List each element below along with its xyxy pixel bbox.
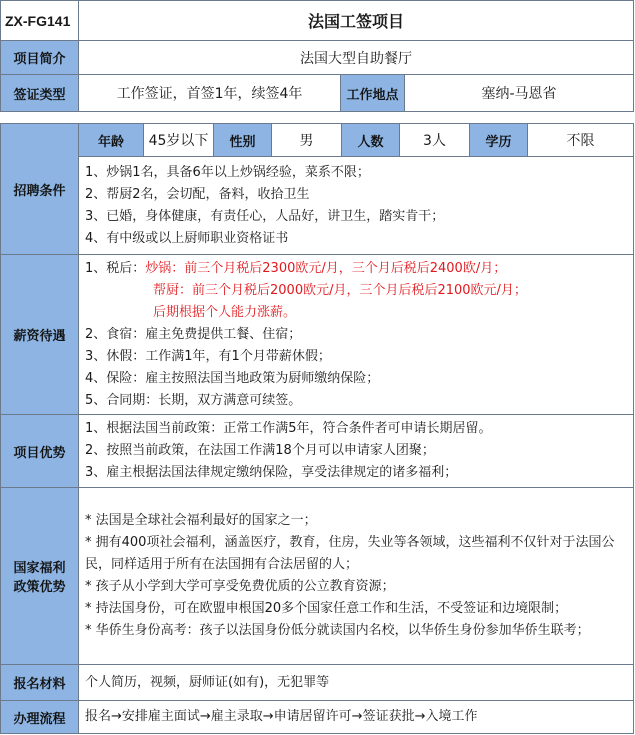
advantage-label: 项目优势 — [1, 415, 79, 488]
materials-label: 报名材料 — [1, 665, 79, 701]
welfare-label-line: 政策优势 — [13, 580, 66, 595]
advantage-list — [79, 415, 634, 488]
process-value: 报名→安排雇主面试→雇主录取→申请居留许可→签证获批→入境工作 — [79, 701, 634, 734]
visa-type-label: 签证类型 — [1, 75, 79, 112]
list-item: 3、已婚，身体健康，有责任心，人品好，讲卫生，踏实肯干； — [85, 208, 445, 224]
list-item: 2、食宿：雇主免费提供工餐、住宿； — [85, 326, 302, 342]
intro-label: 项目简介 — [1, 41, 79, 75]
education-label: 学历 — [470, 124, 528, 157]
work-location-value: 塞纳-马恩省 — [405, 75, 634, 112]
list-item — [85, 258, 627, 280]
top-table — [0, 0, 634, 112]
gender-value: 男 — [272, 124, 342, 157]
age-value: 45岁以下 — [144, 124, 214, 157]
list-item: 1、根据法国当前政策：正常工作满5年，符合条件者可申请长期居留。 — [85, 421, 492, 436]
list-item: 4、有中级或以上厨师职业资格证书 — [85, 230, 289, 246]
list-item: 4、保险：雇主按照法国当地政策为厨师缴纳保险； — [85, 370, 380, 386]
list-item: 2、按照当前政策，在法国工作满18个月可以申请家人团聚； — [85, 443, 435, 458]
education-value: 不限 — [528, 124, 634, 157]
page-title: 法国工签项目 — [79, 1, 634, 41]
work-location-label: 工作地点 — [341, 75, 405, 112]
welfare-label — [1, 488, 79, 665]
list-item: * 华侨生身份高考：孩子以法国身份低分就读国内名校，以华侨生身份参加华侨生联考； — [85, 623, 590, 638]
project-code: ZX-FG141 — [1, 1, 79, 41]
recruit-label: 招聘条件 — [1, 124, 79, 255]
list-item: * 持法国身份，可在欧盟申根国20多个国家任意工作和生活，不受签证和边境限制； — [85, 601, 568, 616]
gender-label: 性别 — [214, 124, 272, 157]
list-item: * 孩子从小学到大学可享受免费优质的公立教育资源； — [85, 579, 395, 594]
salary-tax-line: 帮厨：前三个月税后2000欧元/月，三个月后税后2100欧元/月； — [153, 282, 527, 298]
salary-tax-line: 炒锅：前三个月税后2300欧元/月，三个月后税后2400欧/月； — [145, 260, 507, 276]
count-label: 人数 — [342, 124, 400, 157]
list-item: 2、帮厨2名，会切配，备料，收拾卫生 — [85, 186, 310, 202]
list-item: * 拥有400项社会福利，涵盖医疗，教育，住房，失业等各领域，这些福利不仅针对于法国公民，同样适用于所有在法国拥有合法居留的人； — [85, 535, 615, 572]
salary-tax-prefix: 1、税后： — [85, 260, 146, 276]
intro-value: 法国大型自助餐厅 — [79, 41, 634, 75]
process-label: 办理流程 — [1, 701, 79, 734]
list-item: 3、雇主根据法国法律规定缴纳保险，享受法律规定的诸多福利； — [85, 465, 458, 480]
visa-type-value: 工作签证，首签1年，续签4年 — [79, 75, 341, 112]
salary-label: 薪资待遇 — [1, 255, 79, 415]
list-item: 1、炒锅1名，具备6年以上炒锅经验，菜系不限； — [85, 164, 370, 180]
list-item: * 法国是全球社会福利最好的国家之一； — [85, 513, 317, 528]
count-value: 3人 — [400, 124, 470, 157]
salary-list — [79, 255, 634, 415]
recruit-list — [79, 157, 634, 255]
list-item: 3、休假：工作满1年，有1个月带薪休假； — [85, 348, 331, 364]
age-label: 年龄 — [79, 124, 144, 157]
salary-tax-line: 后期根据个人能力涨薪。 — [153, 304, 297, 320]
welfare-label-line: 国家福利 — [13, 561, 66, 576]
list-item: 5、合同期：长期，双方满意可续签。 — [85, 392, 302, 408]
welfare-list — [79, 488, 634, 665]
materials-value: 个人简历，视频，厨师证(如有)，无犯罪等 — [79, 665, 634, 701]
main-table — [0, 123, 634, 734]
